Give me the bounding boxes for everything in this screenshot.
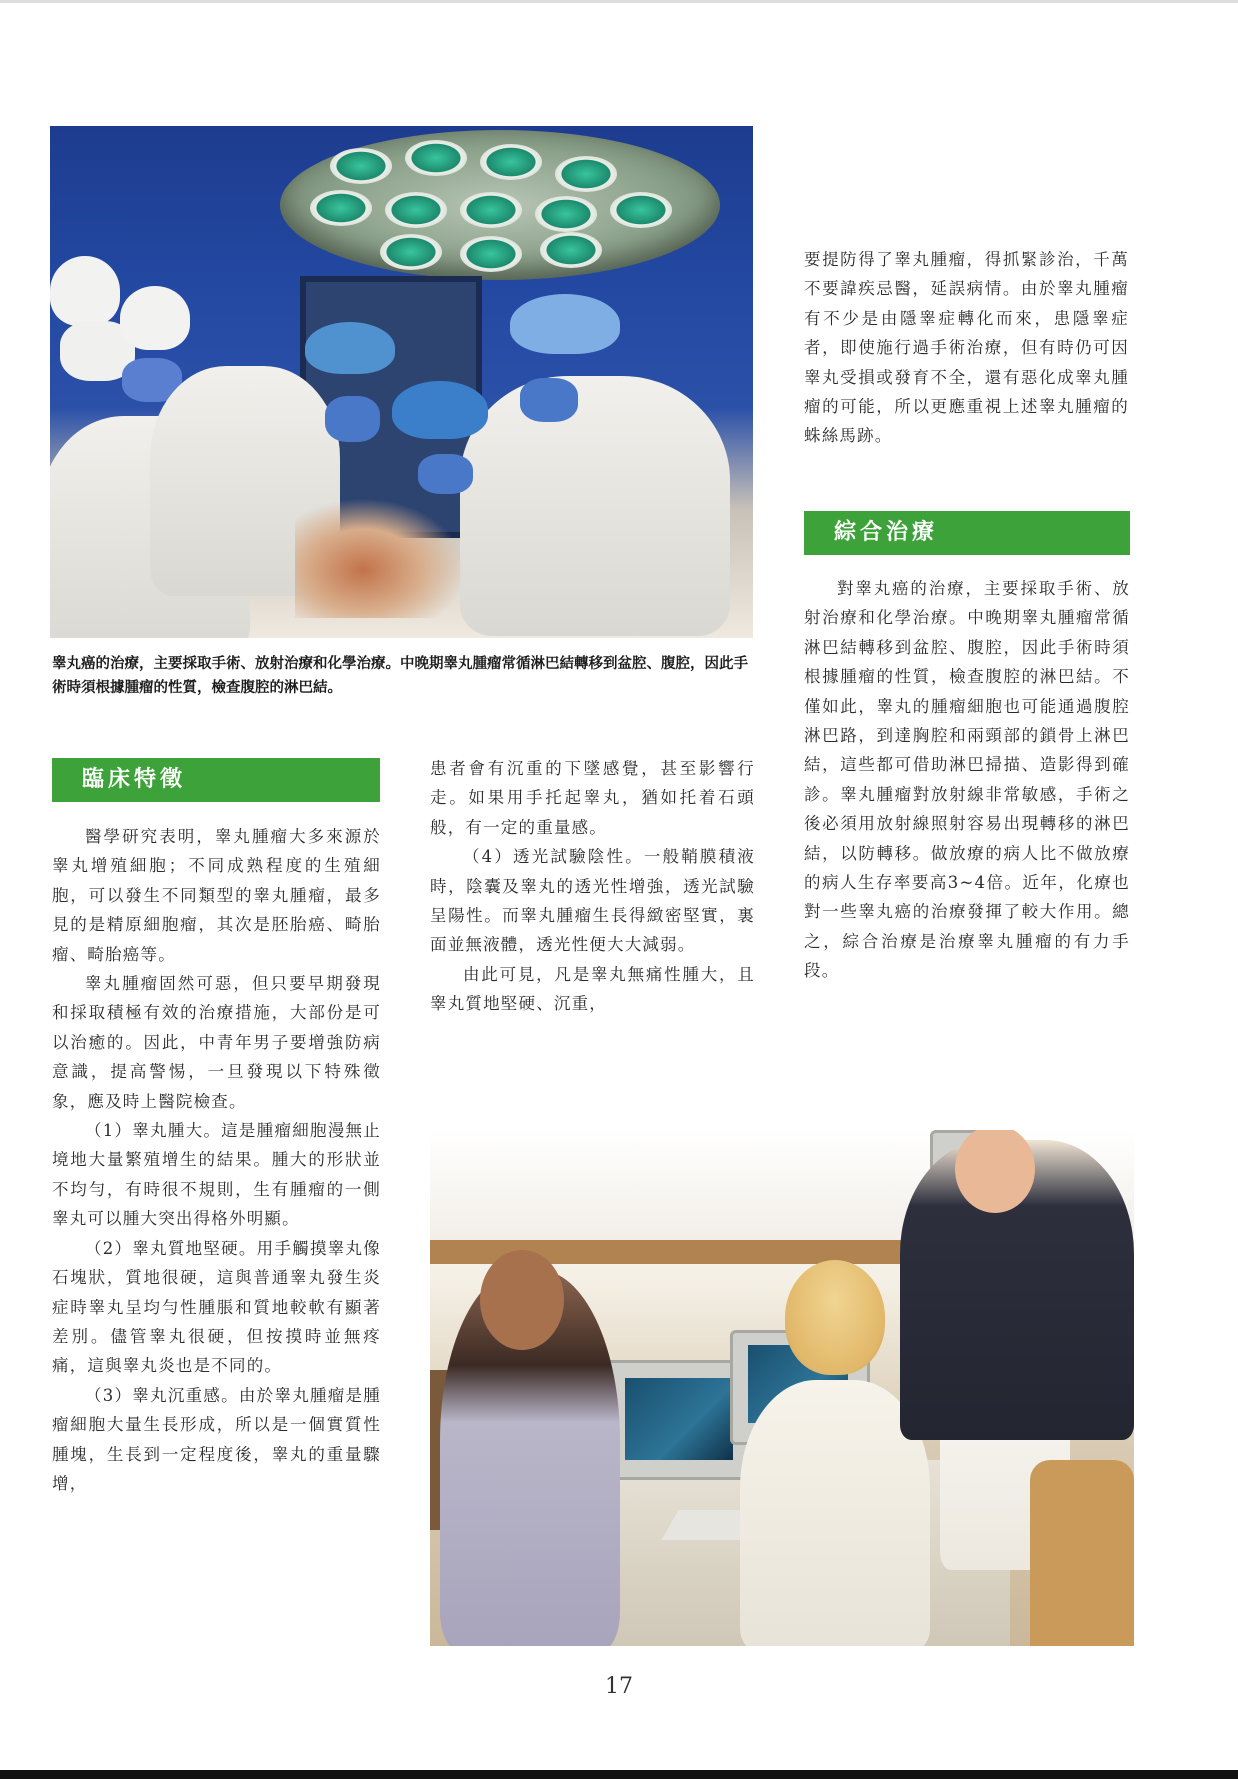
paragraph: 對睾丸癌的治療，主要採取手術、放射治療和化學治療。中晚期睾丸腫瘤常循淋巴結轉移到盆腔、腹腔，因此手術時須根據腫瘤的性質，檢查腹腔的淋巴結。不僅如此，睾丸的腫瘤細胞也可能通過腹腔淋巴路，到達胸腔和兩頸部的鎖骨上淋巴結，這些都可借助淋巴掃描、造影得到確診。睾丸腫瘤對放射線非常敏感，手術之後必須用放射線照射容易出現轉移的淋巴結，以防轉移。做放療的病人比不做放療的病人生存率要高3~4倍。近年，化療也對一些睾丸癌的治療發揮了較大作用。總之，綜合治療是治療睾丸腫瘤的有力手段。 [804, 579, 1130, 981]
paragraph: 睾丸腫瘤固然可惡，但只要早期發現和採取積極有效的治療措施，大部份是可以治癒的。因此，中青年男子要增強防病意識，提高警惕，一旦發現以下特殊徵象，應及時上醫院檢查。 [52, 974, 381, 1111]
surgery-photo-caption: 睾丸癌的治療，主要採取手術、放射治療和化學治療。中晚期睾丸腫瘤常循淋巴結轉移到盆腔、腹腔，因此手術時須根據腫瘤的性質，檢查腹腔的淋巴結。 [52, 656, 748, 696]
surgery-photo [50, 126, 753, 638]
comprehensive-treatment-column [804, 574, 1130, 986]
clinical-features-column-1 [52, 822, 381, 1498]
paragraph: （1）睾丸腫大。這是腫瘤細胞漫無止境地大量繁殖增生的結果。腫大的形狀並不均勻，有時很不規則，生有腫瘤的一側睾丸可以腫大突出得格外明顯。 [52, 1121, 381, 1229]
paragraph: 患者會有沉重的下墜感覺，甚至影響行走。如果用手托起睾丸，猶如托着石頭般，有一定的重量感。 [430, 759, 755, 837]
scan-edge [0, 0, 1238, 3]
paragraph: 由此可見，凡是睾丸無痛性腫大，且睾丸質地堅硬、沉重， [430, 964, 755, 1014]
scan-edge [0, 1770, 1238, 1779]
page-number: 17 [605, 1674, 633, 1699]
paragraph: 要提防得了睾丸腫瘤，得抓緊診治，千萬不要諱疾忌醫，延誤病情。由於睾丸腫瘤有不少是由隱睾症轉化而來，患隱睾症者，即使施行過手術治療，但有時仍可因睾丸受損或發育不全，還有惡化成睾丸腫瘤的可能，所以更應重視上述睾丸腫瘤的蛛絲馬跡。 [804, 250, 1129, 446]
computer-lab-photo [430, 1130, 1134, 1646]
surgical-lamp-array [280, 130, 720, 280]
column-3-intro [804, 245, 1129, 451]
paragraph: （2）睾丸質地堅硬。用手觸摸睾丸像石塊狀，質地很硬，這與普通睾丸發生炎症時睾丸呈均勻性腫脹和質地較軟有顯著差別。儘管睾丸很硬，但按摸時並無疼痛，這與睾丸炎也是不同的。 [52, 1238, 381, 1376]
section-heading-clinical-features: 臨床特徵 [52, 758, 380, 802]
paragraph: 醫學研究表明，睾丸腫瘤大多來源於睾丸增殖細胞；不同成熟程度的生殖細胞，可以發生不同類型的睾丸腫瘤，最多見的是精原細胞瘤，其次是胚胎癌、畸胎瘤、畸胎癌等。 [52, 827, 381, 964]
paragraph: （3）睾丸沉重感。由於睾丸腫瘤是腫瘤細胞大量生長形成，所以是一個實質性腫塊，生長到一定程度後，睾丸的重量驟增， [52, 1385, 381, 1493]
section-heading-comprehensive-treatment: 綜合治療 [804, 511, 1130, 555]
paragraph: （4）透光試驗陰性。一般鞘膜積液時，陰囊及睾丸的透光性增強，透光試驗呈陽性。而睾丸腫瘤生長得緻密堅實，裏面並無液體，透光性便大大減弱。 [430, 847, 755, 955]
clinical-features-column-2 [430, 754, 755, 1019]
